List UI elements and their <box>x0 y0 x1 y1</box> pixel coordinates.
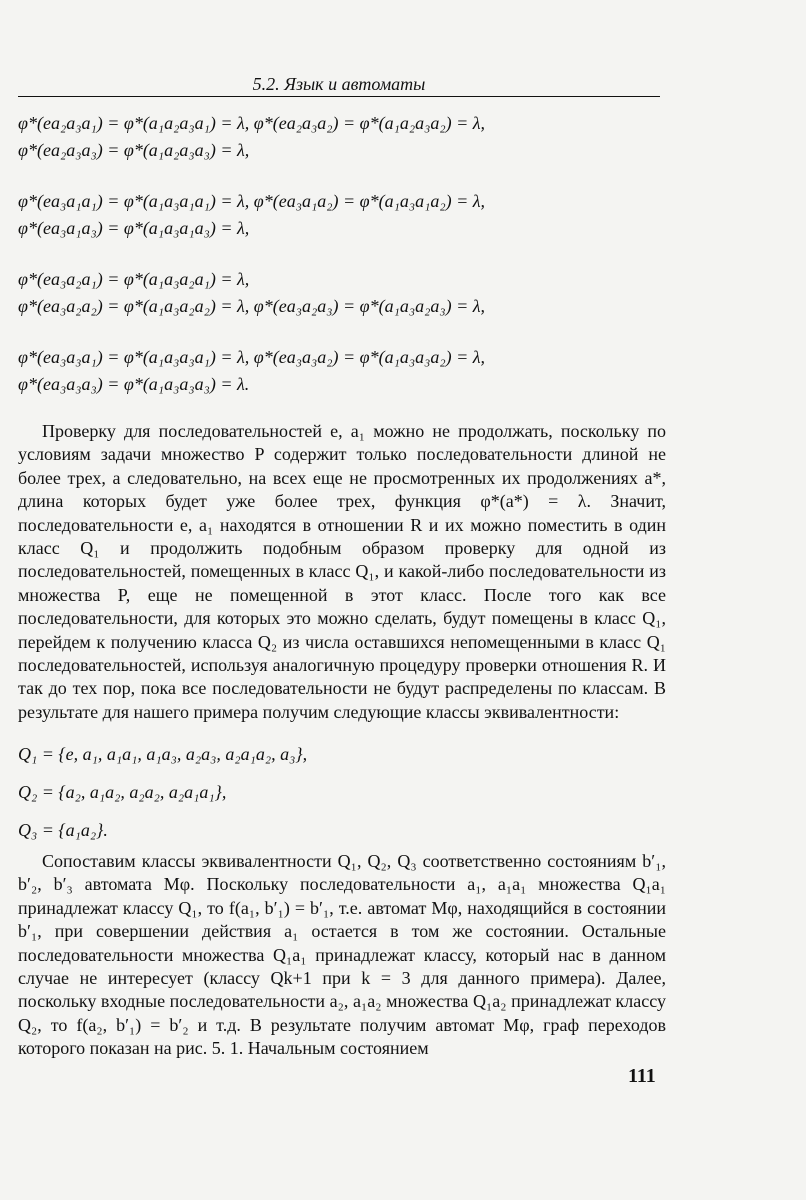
running-header: 5.2. Язык и автоматы <box>18 74 660 97</box>
class-q3: Q₃ = {a₁a₂}. <box>18 820 108 840</box>
formula-group-3 <box>18 266 658 320</box>
paragraph-2 <box>18 850 666 1061</box>
paragraph-1-text: Проверку для последовательностей e, a₁ можно не продолжать, поскольку по условиям задачи множество P содержит только последовательности длиной не более трех, а следовательно, на всех еще не просмотренных их продолжениях a*, длина которых будет уже более трех, функция φ*(a*) = λ. Значит, последовательности e, a₁ находятся в отношении R и их можно поместить в один класс Q₁ и продолжить подобным образом проверку для одной из последовательностей, помещенных в класс Q₁, и какой-либо последовательности из множества P, еще не помещенной в этот класс. После того как все последовательности, для которых это можно сделать, будут помещены в класс Q₁, перейдем к получению класса Q₂ из числа оставшихся непомещенными в класс Q₁ последовательностей, используя аналогичную процедуру проверки отношения R. И так до тех пор, пока все последовательности не будут распределены по классам. В результате для нашего примера получим следующие классы эквивалентности: <box>18 421 666 722</box>
formula-line: φ*(ea₃a₂a₂) = φ*(a₁a₃a₂a₂) = λ, φ*(ea₃a₂a₃) = φ*(a₁a₃a₂a₃) = λ, <box>18 296 486 316</box>
formula-line: φ*(ea₃a₁a₁) = φ*(a₁a₃a₁a₁) = λ, φ*(ea₃a₁a₂) = φ*(a₁a₃a₁a₂) = λ, <box>18 191 486 211</box>
page-number: 111 <box>628 1065 656 1087</box>
formula-line: φ*(ea₃a₁a₃) = φ*(a₁a₃a₁a₃) = λ, <box>18 218 250 238</box>
formula-line: φ*(ea₃a₂a₁) = φ*(a₁a₃a₂a₁) = λ, <box>18 269 250 289</box>
paragraph-2-text: Сопоставим классы эквивалентности Q₁, Q₂, Q₃ соответственно состояниям b′₁, b′₂, b′₃ автомата Mφ. Поскольку последовательности a₁, a₁a₁ множества Q₁a₁ принадлежат классу Q₁, то f(a₁, b′₁) = b′₁, т.е. автомат Mφ, находящийся в состоянии b′₁, при совершении действия a₁ остается в том же состоянии. Остальные последовательности множества Q₁a₁ принадлежат классу, который нас в данном случае не интересует (классу Qk+1 при k = 3 для данного примера). Далее, поскольку входные последовательности a₂, a₁a₂ множества Q₁a₂ принадлежат классу Q₂, то f(a₂, b′₁) = b′₂ и т.д. В результате получим автомат Mφ, граф переходов которого показан на рис. 5. 1. Начальным состоянием <box>18 851 666 1059</box>
class-q1: Q₁ = {e, a₁, a₁a₁, a₁a₃, a₂a₃, a₂a₁a₂, a₃}, <box>18 744 308 764</box>
formula-line: φ*(ea₂a₃a₃) = φ*(a₁a₂a₃a₃) = λ, <box>18 140 250 160</box>
class-q2: Q₂ = {a₂, a₁a₂, a₂a₂, a₂a₁a₁}, <box>18 782 227 802</box>
formula-block <box>18 110 658 422</box>
formula-group-4 <box>18 344 658 398</box>
formula-group-2 <box>18 188 658 242</box>
formula-line: φ*(ea₂a₃a₁) = φ*(a₁a₂a₃a₁) = λ, φ*(ea₂a₃a₂) = φ*(a₁a₂a₃a₂) = λ, <box>18 113 486 133</box>
paragraph-1 <box>18 420 666 724</box>
formula-line: φ*(ea₃a₃a₁) = φ*(a₁a₃a₃a₁) = λ, φ*(ea₃a₃a₂) = φ*(a₁a₃a₃a₂) = λ, <box>18 347 486 367</box>
formula-group-1 <box>18 110 658 164</box>
formula-line: φ*(ea₃a₃a₃) = φ*(a₁a₃a₃a₃) = λ. <box>18 374 250 394</box>
